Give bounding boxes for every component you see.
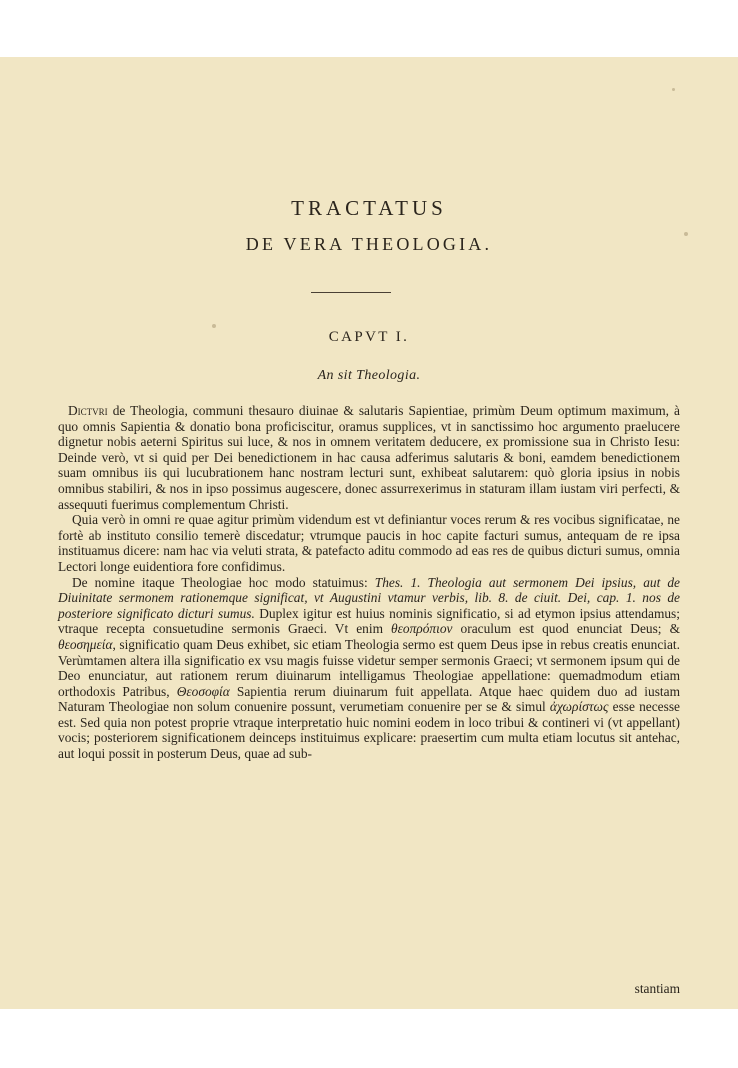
paragraph-1-text: de Theologia, communi thesauro diuinae & salutaris Sapientiae, primùm Deum optimum maximum, à quo omnis Sapientia & donatio bona proficiscitur, oramus supplices, vt in sanctissimo hoc argumento praelucere dignetur nobis aeterni Spiritus sui luce, & nos in omnem veritatem deducere, ex promissione sua in Christo Iesu: Deinde verò, vt si quid per Dei benedictionem in hac causa adferimus salutaris & boni, eamdem benedictionem suam omnibus iis qui lucubrationem hanc nostram lecturi sunt, exhibeat salutarem: quò gloria ipsius in nobis omnibus stabiliri, & nos in ipso possimus augescere, donec assurrexerimus in staturam illam iustam viri perfecti, & assequuti fuerimus complementum Christi. — [58, 403, 680, 512]
paragraph-3-text-f: esse necesse est. Sed quia non potest proprie vtraque interpretatio huic nomini eodem in loco tribui & contineri vi (vt appellant) vocis; posteriorem significationem deinceps instituimus explicare: praesertim cum multa etiam locutus sit antehac, aut loqui possit in posterum Deus, quae ad sub- — [58, 699, 680, 762]
treatise-subtitle: DE VERA THEOLOGIA. — [245, 234, 493, 254]
paragraph-1 — [58, 403, 680, 512]
greek-term: Θεοσοφία — [176, 683, 230, 699]
paper-speck — [212, 324, 216, 328]
paragraph-3 — [58, 575, 680, 762]
thesis-statement: Thes. 1. Theologia aut sermonem Dei ipsius, aut de Diuinitate sermonem rationemque significat, vt Augustini vtamur verbis, lib. 8. de ciuit. Dei, cap. 1. nos de posteriore significato dicturi sumus. — [58, 574, 680, 621]
greek-term: θεοπρόπιον — [391, 621, 453, 637]
greek-term: θεοσημεία — [58, 636, 113, 652]
paragraph-3-text-d: , significatio quam Deus exhibet, sic etiam Theologia sermo est quem Deus ipse in rebus creatis enunciat. Verùmtamen altera illa significatio ex vsu magis fuisse videtur semper sermonis Graeci; vt sermonem ipsum qui de Deo enunciatur, aut rationem rerum diuinarum intelligamus Theologiae appellatione: quemadmodum etiam orthodoxis Patribus, — [58, 636, 680, 699]
paragraph-2: Quia verò in omni re quae agitur primùm videndum est vt definiantur voces rerum & res vocibus significatae, ne fortè ab instituto consilio temerè discedatur; vtrumque paucis in hoc capite facturi sumus, antequam de re ipsa instituamus dicere: nam hac via veluti strata, & patefacto aditu commodo ad eas res de quibus dicturi sumus, omnia Lectori longe euidentiora fore confidimus. — [58, 512, 680, 574]
catchword: stantiam — [634, 981, 680, 996]
body-text — [58, 403, 680, 762]
paragraph-3-text-b: Duplex igitur est huius nominis significatio, si ad etymon ipsius attendamus; vtraque recepta consuetudine sermonis Graeci. Vt enim — [58, 605, 680, 637]
chapter-subheading: An sit Theologia. — [317, 368, 421, 383]
paragraph-3-text-a: De nomine itaque Theologiae hoc modo statuimus: — [72, 574, 375, 590]
paragraph-3-text-e: Sapientia rerum diuinarum fuit appellata. Atque haec quidem duo ad iustam Naturam Theologiae non solum conuenire possunt, verumetiam conuenire per se & simul — [58, 683, 680, 715]
drop-word: Dictvri — [68, 403, 108, 418]
title-divider-rule — [311, 292, 391, 293]
paper-speck — [672, 88, 675, 91]
chapter-heading: CAPVT I. — [328, 329, 410, 345]
paragraph-3-text-c: oraculum est quod enunciat Deus; & — [452, 621, 680, 637]
greek-term: ἀχωρίστως — [549, 699, 609, 715]
treatise-title: TRACTATUS — [291, 196, 447, 220]
